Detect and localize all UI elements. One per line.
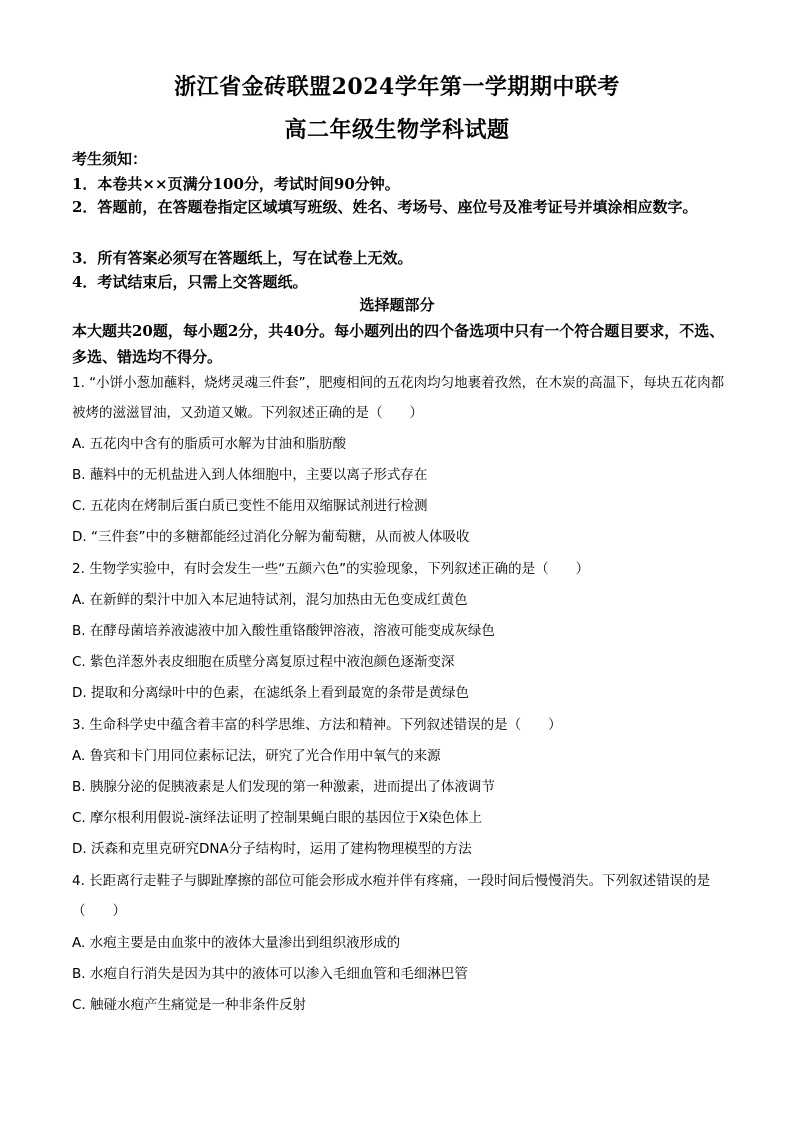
question-3-stem: 3. 生命科学史中蕴含着丰富的科学思维、方法和精神。下列叙述错误的是（ ） xyxy=(72,717,562,733)
question-2-option-d: D. 提取和分离绿叶中的色素，在滤纸条上看到最宽的条带是黄绿色 xyxy=(72,685,469,701)
question-3-option-b: B. 胰腺分泌的促胰液素是人们发现的第一种激素，进而提出了体液调节 xyxy=(72,779,495,795)
notice-item-2: 2．答题前，在答题卷指定区域填写班级、姓名、考场号、座位号及准考证号并填涂相应数字。 xyxy=(72,198,698,216)
question-1-option-c: C. 五花肉在烤制后蛋白质已变性不能用双缩脲试剂进行检测 xyxy=(72,498,428,514)
question-2-option-b: B. 在酵母菌培养液滤液中加入酸性重铬酸钾溶液，溶液可能变成灰绿色 xyxy=(72,623,495,639)
question-2-stem: 2. 生物学实验中，有时会发生一些“五颜六色”的实验现象，下列叙述正确的是（ ） xyxy=(72,561,590,577)
question-4-option-a: A. 水疱主要是由血浆中的液体大量渗出到组织液形成的 xyxy=(72,935,401,951)
question-4-option-b: B. 水疱自行消失是因为其中的液体可以渗入毛细血管和毛细淋巴管 xyxy=(72,966,468,982)
notice-item-3: 3．所有答案必须写在答题纸上，写在试卷上无效。 xyxy=(72,249,413,267)
question-4-stem: 4. 长距离行走鞋子与脚趾摩擦的部位可能会形成水疱并伴有疼痛，一段时间后慢慢消失。下列叙述错误的是（ ） xyxy=(72,873,711,919)
question-3-option-c: C. 摩尔根利用假说-演绎法证明了控制果蝇白眼的基因位于X染色体上 xyxy=(72,810,483,826)
section-intro: 本大题共20题，每小题2分，共40分。每小题列出的四个备选项中只有一个符合题目要求，不选、多选、错选均不得分。 xyxy=(72,322,725,366)
question-2-option-c: C. 紫色洋葱外表皮细胞在质壁分离复原过程中液泡颜色逐渐变深 xyxy=(72,654,455,670)
section-title: 选择题部分 xyxy=(359,296,435,314)
question-3-option-a: A. 鲁宾和卡门用同位素标记法，研究了光合作用中氧气的来源 xyxy=(72,748,441,764)
question-2-option-a: A. 在新鲜的梨汁中加入本尼迪特试剂，混匀加热由无色变成红黄色 xyxy=(72,592,468,608)
notice-item-4: 4．考试结束后，只需上交答题纸。 xyxy=(72,273,308,291)
notice-heading: 考生须知： xyxy=(72,150,148,168)
question-1-option-b: B. 蘸料中的无机盐进入到人体细胞中，主要以离子形式存在 xyxy=(72,467,428,483)
notice-item-1: 1．本卷共××页满分100分，考试时间90分钟。 xyxy=(72,175,400,193)
exam-title: 浙江省金砖联盟2024学年第一学期期中联考 xyxy=(174,74,620,100)
exam-subtitle: 高二年级生物学科试题 xyxy=(284,117,510,143)
question-3-option-d: D. 沃森和克里克研究DNA分子结构时，运用了建构物理模型的方法 xyxy=(72,841,472,857)
question-4-option-c: C. 触碰水疱产生痛觉是一种非条件反射 xyxy=(72,997,307,1013)
question-1-option-a: A. 五花肉中含有的脂质可水解为甘油和脂肪酸 xyxy=(72,436,347,452)
question-1-stem: 1. “小饼小葱加蘸料，烧烤灵魂三件套”，肥瘦相间的五花肉均匀地裹着孜然，在木炭的高温下，每块五花肉都被烤的滋滋冒油，又劲道又嫩。下列叙述正确的是（ ） xyxy=(72,375,725,421)
question-1-option-d: D. “三件套”中的多糖都能经过消化分解为葡萄糖，从而被人体吸收 xyxy=(72,529,470,545)
